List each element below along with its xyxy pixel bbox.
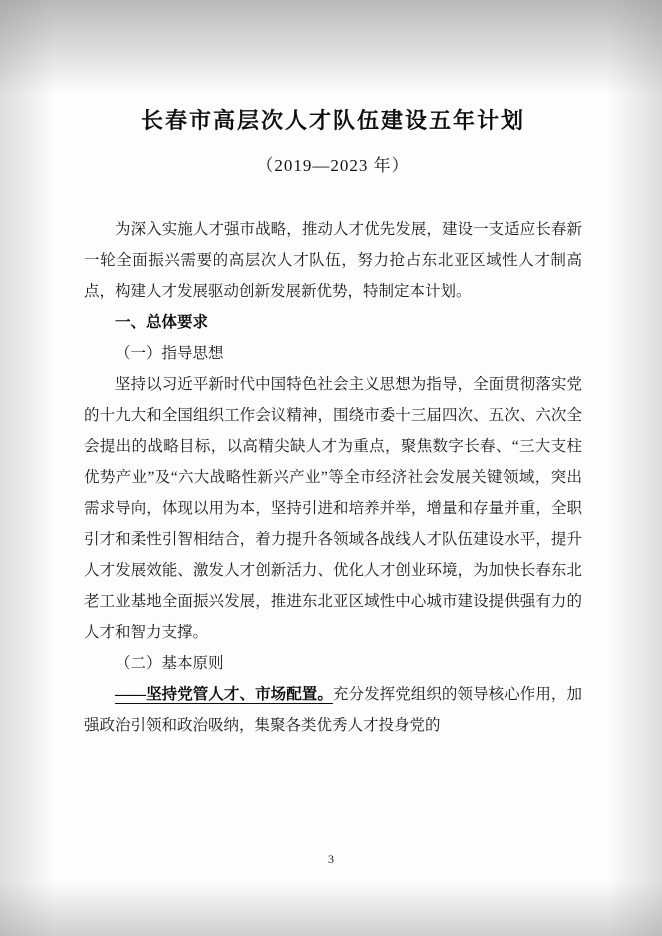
principle-body-text: 充分发挥党组织的领导核心作用，加强政治引领和政治吸纳，集聚各类优秀人才投身党的: [84, 686, 582, 734]
principle-lead-bold-text: ——坚持党管人才、市场配置。: [115, 686, 333, 703]
document-subtitle: （2019—2023 年）: [256, 156, 410, 175]
document-page: [84, 0, 582, 741]
paragraph-guiding-thought: 坚持以习近平新时代中国特色社会主义思想为指导，全面贯彻落实党的十九大和全国组织工作会议精神，围绕市委十三届四次、五次、六次全会提出的战略目标，以高精尖缺人才为重点，聚焦数字长春、“三大支柱优势产业”及“六大战略性新兴产业”等全市经济社会发展关键领域，突出需求导向，体现以用为本，坚持引进和培养并举，增量和存量并重，全职引才和柔性引智相结合，着力提升各领域各战线人才队伍建设水平，提升人才发展效能、激发人才创新活力、优化人才创业环境，为加快长春东北老工业基地全面振兴发展，推进东北亚区域性中心城市建设提供强有力的人才和智力支撑。: [84, 376, 582, 641]
document-body: [84, 214, 582, 741]
page-number: 3: [328, 852, 334, 866]
paragraph-intro: 为深入实施人才强市战略，推动人才优先发展，建设一支适应长春新一轮全面振兴需要的高层次人才队伍，努力抢占东北亚区域性人才制高点，构建人才发展驱动创新发展新优势，特制定本计划。: [84, 221, 582, 300]
document-title: 长春市高层次人才队伍建设五年计划: [140, 108, 525, 133]
subsection-heading-basic-principles: （二）基本原则: [115, 655, 224, 672]
subsection-heading-guiding-thought: （一）指导思想: [115, 345, 224, 362]
section-heading-overall-requirements: 一、总体要求: [115, 314, 209, 331]
paragraph-principle-party-management: [84, 679, 582, 741]
